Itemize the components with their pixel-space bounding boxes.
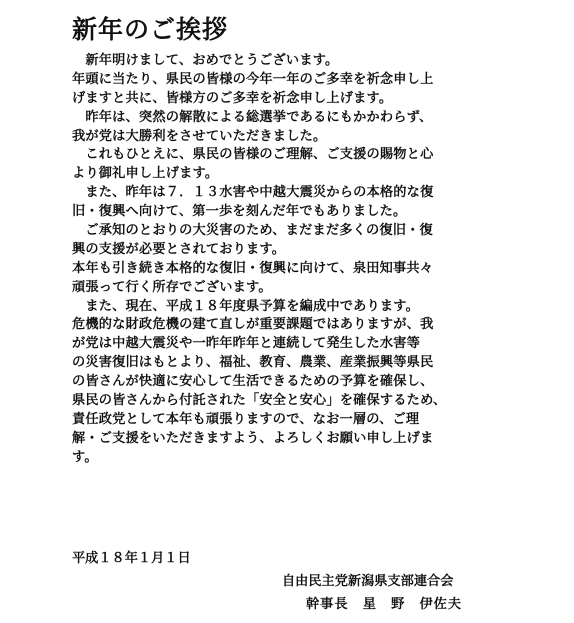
body-line: 解・ご支援をいただきますよう、よろしくお願い申し上げま xyxy=(72,430,434,446)
body-line: また、現在、平成１８年度県予算を編成中であります。 xyxy=(72,298,420,314)
body-line: 新年明けまして、おめでとうございます。 xyxy=(72,53,339,68)
body-line: 年頭に当たり、県民の皆様の今年一年のご多幸を祈念申し上 xyxy=(72,71,434,87)
page-title: 新年のご挨拶 xyxy=(72,15,229,44)
body-line: が党は中越大震災や一昨年昨年と連続して発生した水害等 xyxy=(72,336,421,352)
body-line: これもひとえに、県民の皆様のご理解、ご支援の賜物と心 xyxy=(72,147,434,163)
body-line: 責任政党として本年も頑張りますので、なお一層の、ご理 xyxy=(72,411,420,427)
body-line: 我が党は大勝利をさせていただきました。 xyxy=(72,128,327,144)
body-line: また、昨年は７．１３水害や中越大震災からの本格的な復 xyxy=(72,185,434,201)
body-line: の皆さんが快適に安心して生活できるための予算を確保し、 xyxy=(72,374,434,390)
letter-date: 平成１８年１月１日 xyxy=(72,551,191,566)
body-line: 興の支援が必要とされております。 xyxy=(72,241,286,257)
body-line: 県民の皆さんから付託された「安全と安心」を確保するため、 xyxy=(72,393,447,409)
body-line: げますと共に、皆様方のご多幸を祈念申し上げます。 xyxy=(72,90,393,106)
greeting-body xyxy=(72,52,512,468)
signatory-name: 幹事長 星 野 伊佐夫 xyxy=(306,597,463,612)
body-line: 本年も引き続き本格的な復旧・復興に向けて、泉田知事共々 xyxy=(72,260,434,276)
body-line: の災害復旧はもとより、福祉、教育、農業、産業振興等県民 xyxy=(72,355,434,371)
body-line: ご承知のとおりの大災害のため、まだまだ多くの復旧・復 xyxy=(72,223,433,239)
body-line: す。 xyxy=(72,449,98,465)
organization-name: 自由民主党新潟県支部連合会 xyxy=(282,574,454,589)
body-line: 旧・復興へ向けて、第一歩を刻んだ年でもありました。 xyxy=(72,204,407,220)
body-line: 頑張って行く所存でございます。 xyxy=(72,279,272,295)
body-line: より御礼申し上げます。 xyxy=(72,166,219,182)
body-line: 危機的な財政危機の建て直しが重要課題ではありますが、我 xyxy=(72,317,434,333)
body-line: 昨年は、突然の解散による総選挙であるにもかかわらず、 xyxy=(72,109,433,125)
